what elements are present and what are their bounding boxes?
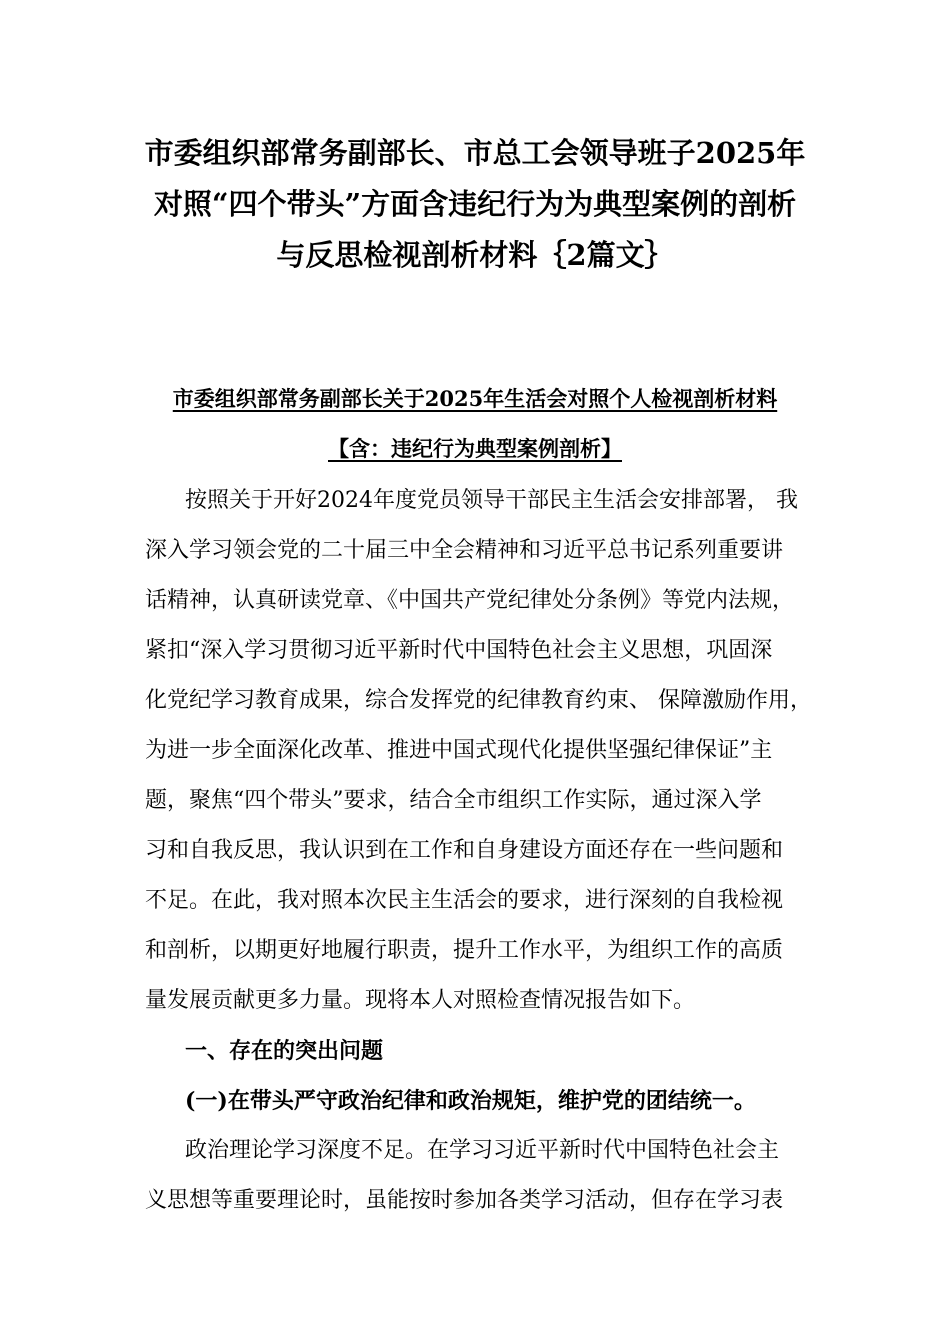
paragraph-line: 深入学习领会党的二十届三中全会精神和习近平总书记系列重要讲	[145, 538, 784, 563]
paragraph-line: 题，聚焦“四个带头”要求，结合全市组织工作实际，通过深入学	[145, 788, 762, 813]
paragraph-line: 为进一步全面深化改革、推进中国式现代化提供坚强纪律保证”主	[145, 738, 773, 763]
subsection-heading: (一)在带头严守政治纪律和政治规矩，维护党的团结统一。	[185, 1088, 756, 1114]
paragraph-line: 习和自我反思，我认识到在工作和自身建设方面还存在一些问题和	[145, 838, 784, 863]
section-subtitle-note: 【含：违纪行为典型案例剖析】	[328, 436, 622, 461]
paragraph-line: 化党纪学习教育成果，综合发挥党的纪律教育约束、 保障激励作用，	[145, 688, 812, 713]
paragraph-line: 量发展贡献更多力量。现将本人对照检查情况报告如下。	[145, 988, 696, 1013]
section-heading: 一、存在的突出问题	[185, 1038, 384, 1064]
paragraph-line: 和剖析，以期更好地履行职责，提升工作水平，为组织工作的高质	[145, 938, 784, 963]
paragraph-line: 紧扣“深入学习贯彻习近平新时代中国特色社会主义思想，巩固深	[145, 638, 773, 663]
paragraph-line: 义思想等重要理论时，虽能按时参加各类学习活动，但存在学习表	[145, 1188, 784, 1213]
main-title-line: 对照“四个带头”方面含违纪行为为典型案例的剖析	[153, 187, 797, 221]
main-title-line: 与反思检视剖析材料｛2篇文｝	[276, 238, 674, 272]
paragraph-line: 政治理论学习深度不足。在学习习近平新时代中国特色社会主	[185, 1138, 780, 1163]
document-body	[145, 483, 825, 1233]
main-title-line: 市委组织部常务副部长、市总工会领导班子2025年	[144, 136, 806, 170]
paragraph-line: 话精神，认真研读党章、《中国共产党纪律处分条例》等党内法规，	[145, 588, 795, 613]
section-subtitle: 市委组织部常务副部长关于2025年生活会对照个人检视剖析材料	[172, 386, 778, 411]
paragraph-line: 不足。在此，我对照本次民主生活会的要求，进行深刻的自我检视	[145, 888, 784, 913]
paragraph-line: 按照关于开好2024年度党员领导干部民主生活会安排部署， 我	[185, 488, 798, 513]
document-main-title	[120, 128, 830, 281]
